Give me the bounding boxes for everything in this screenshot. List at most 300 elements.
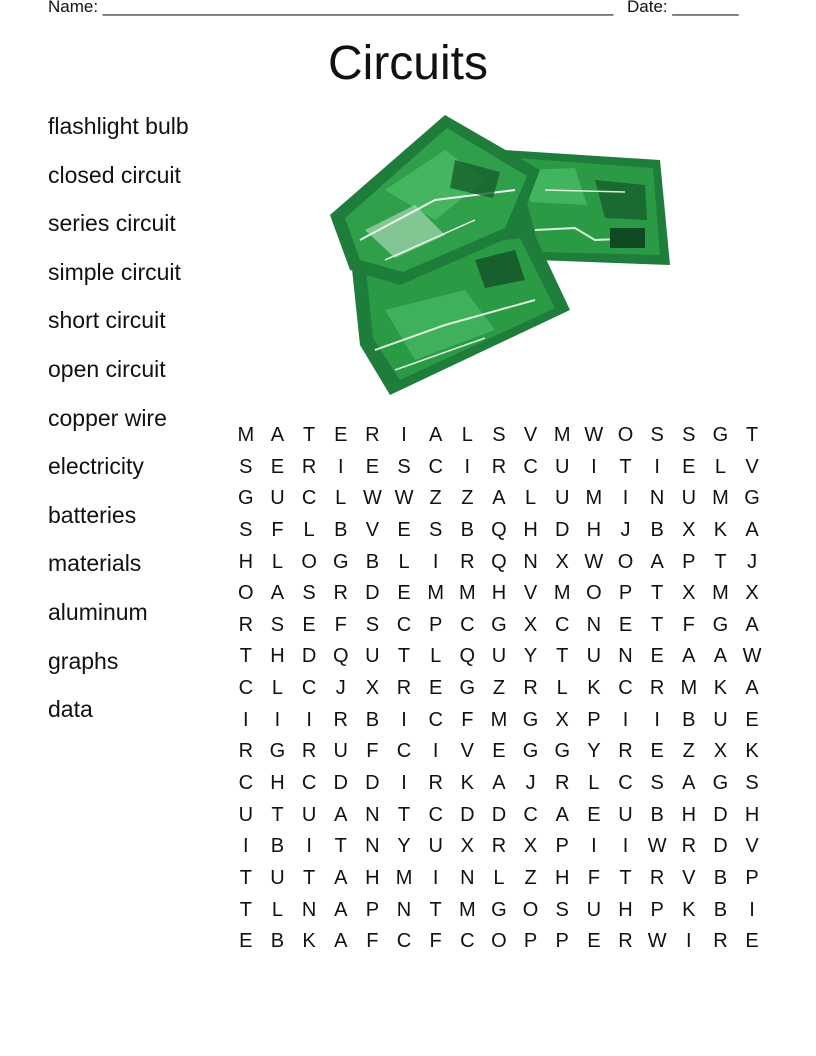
grid-letter: C	[238, 772, 254, 795]
grid-letter: R	[713, 930, 728, 953]
grid-letter: Z	[492, 677, 506, 700]
grid-letter: N	[460, 866, 475, 889]
grid-letter: P	[682, 550, 696, 573]
grid-letter: L	[271, 677, 284, 700]
date-field-label: Date: _______	[627, 0, 739, 16]
grid-letter: R	[555, 772, 570, 795]
grid-letter: F	[366, 740, 379, 763]
grid-letter: E	[650, 645, 664, 668]
grid-letter: B	[650, 518, 664, 541]
grid-letter: R	[618, 930, 633, 953]
grid-letter: A	[334, 803, 348, 826]
grid-letter: D	[713, 835, 728, 858]
grid-letter: X	[523, 613, 538, 636]
word-list-item: simple circuit	[48, 258, 181, 285]
grid-letter: T	[397, 803, 411, 826]
word-list	[48, 110, 189, 742]
grid-letter: M	[680, 677, 698, 700]
grid-letter: U	[586, 645, 602, 668]
grid-row	[230, 863, 768, 895]
grid-letter: K	[302, 930, 316, 953]
grid-letter: A	[682, 645, 696, 668]
grid-letter: R	[428, 772, 443, 795]
grid-letter: G	[459, 677, 476, 700]
grid-letter: S	[745, 772, 759, 795]
grid-letter: P	[555, 835, 569, 858]
grid-letter: L	[398, 550, 410, 573]
grid-letter: S	[650, 424, 664, 446]
grid-letter: M	[712, 487, 729, 510]
letter-grid	[230, 420, 768, 958]
grid-letter: B	[713, 866, 728, 889]
grid-letter: C	[396, 740, 412, 763]
grid-row	[230, 926, 768, 958]
grid-letter: Q	[332, 645, 349, 668]
grid-letter: O	[301, 550, 317, 573]
grid-letter: I	[654, 455, 660, 478]
grid-letter: G	[269, 740, 286, 763]
grid-letter: K	[713, 677, 728, 700]
grid-letter: Z	[524, 866, 537, 889]
grid-letter: R	[333, 708, 348, 731]
grid-letter: H	[618, 898, 633, 921]
grid-letter: O	[238, 582, 254, 605]
grid-letter: L	[461, 424, 473, 446]
grid-row	[230, 736, 768, 768]
grid-row	[230, 515, 768, 547]
grid-letter: U	[238, 803, 254, 826]
grid-letter: Z	[682, 740, 695, 763]
grid-letter: T	[302, 866, 316, 889]
grid-letter: D	[333, 772, 348, 795]
grid-row	[230, 420, 768, 452]
grid-letter: U	[555, 487, 570, 510]
grid-letter: S	[555, 898, 569, 921]
grid-letter: A	[334, 898, 348, 921]
word-list-item: open circuit	[48, 355, 166, 382]
grid-letter: U	[491, 645, 507, 668]
grid-letter: T	[239, 866, 252, 889]
grid-letter: G	[554, 740, 570, 763]
grid-letter: W	[742, 645, 762, 668]
grid-letter: T	[619, 866, 632, 889]
grid-letter: D	[460, 803, 475, 826]
grid-letter: U	[270, 866, 285, 889]
grid-letter: S	[270, 613, 285, 636]
grid-letter: A	[650, 550, 664, 573]
grid-letter: W	[394, 487, 414, 510]
grid-letter: J	[620, 518, 631, 541]
grid-letter: D	[713, 803, 728, 826]
grid-letter: C	[396, 930, 412, 953]
grid-row	[230, 673, 768, 705]
grid-letter: U	[618, 803, 633, 826]
grid-letter: L	[271, 898, 284, 921]
grid-letter: N	[618, 645, 633, 668]
grid-letter: L	[430, 645, 442, 668]
header	[48, 0, 739, 17]
grid-letter: E	[745, 930, 759, 953]
word-list-item: graphs	[48, 647, 119, 674]
grid-letter: X	[523, 835, 538, 858]
grid-letter: X	[682, 518, 696, 541]
grid-letter: V	[365, 518, 380, 541]
grid-letter: Y	[397, 835, 411, 858]
word-list-item: series circuit	[48, 210, 176, 237]
grid-letter: B	[460, 518, 474, 541]
grid-letter: E	[618, 613, 633, 636]
grid-letter: L	[271, 550, 284, 573]
grid-letter: F	[366, 930, 379, 953]
word-list-item: materials	[48, 550, 142, 577]
grid-letter: Y	[523, 645, 538, 668]
grid-letter: R	[301, 740, 317, 763]
grid-letter: D	[491, 803, 507, 826]
circuit-board-icon	[325, 110, 675, 400]
grid-letter: V	[523, 582, 538, 605]
grid-letter: C	[460, 930, 475, 953]
grid-letter: N	[396, 898, 412, 921]
grid-row	[230, 895, 768, 927]
grid-letter: H	[238, 550, 254, 573]
grid-letter: L	[525, 487, 537, 510]
grid-letter: H	[491, 582, 507, 605]
grid-letter: F	[271, 518, 284, 541]
grid-letter: D	[555, 518, 570, 541]
grid-letter: L	[556, 677, 568, 700]
grid-letter: F	[429, 930, 442, 953]
grid-letter: R	[301, 455, 317, 478]
grid-letter: B	[334, 518, 348, 541]
grid-letter: C	[428, 708, 443, 731]
grid-letter: A	[713, 645, 728, 668]
name-field-label: Name: ______________________________________________________	[48, 0, 614, 16]
grid-letter: C	[618, 677, 633, 700]
grid-letter: F	[682, 613, 695, 636]
grid-letter: O	[586, 582, 602, 605]
grid-letter: F	[461, 708, 474, 731]
grid-letter: R	[491, 455, 507, 478]
grid-letter: G	[491, 613, 507, 636]
grid-letter: V	[523, 424, 538, 446]
grid-letter: V	[745, 455, 759, 478]
grid-letter: V	[682, 866, 696, 889]
grid-row	[230, 578, 768, 610]
grid-letter: Y	[587, 740, 601, 763]
grid-letter: M	[427, 582, 444, 605]
grid-letter: C	[428, 455, 443, 478]
grid-letter: I	[591, 835, 597, 858]
grid-letter: V	[460, 740, 474, 763]
grid-letter: L	[303, 518, 315, 541]
grid-letter: A	[745, 677, 759, 700]
grid-letter: C	[301, 677, 317, 700]
grid-letter: T	[397, 645, 411, 668]
grid-letter: I	[654, 708, 660, 731]
grid-letter: R	[523, 677, 538, 700]
grid-letter: M	[585, 487, 603, 510]
page-title: Circuits	[327, 37, 488, 90]
grid-letter: E	[492, 740, 506, 763]
grid-letter: E	[239, 930, 253, 953]
grid-letter: T	[745, 424, 759, 446]
grid-row	[230, 547, 768, 579]
word-list-item: flashlight bulb	[48, 113, 189, 139]
grid-letter: K	[745, 740, 759, 763]
grid-letter: T	[271, 803, 284, 826]
grid-letter: T	[429, 898, 442, 921]
grid-letter: X	[682, 582, 696, 605]
grid-row	[230, 452, 768, 484]
grid-row	[230, 705, 768, 737]
grid-letter: J	[747, 550, 758, 573]
grid-letter: P	[428, 613, 443, 636]
grid-letter: B	[365, 708, 380, 731]
grid-letter: S	[397, 455, 411, 478]
grid-letter: S	[682, 424, 696, 446]
grid-letter: E	[650, 740, 664, 763]
grid-letter: U	[428, 835, 443, 858]
word-list-item: copper wire	[48, 404, 167, 431]
grid-letter: K	[587, 677, 601, 700]
grid-letter: M	[553, 424, 571, 446]
grid-letter: I	[622, 835, 629, 858]
grid-letter: I	[243, 835, 249, 858]
grid-letter: K	[682, 898, 696, 921]
grid-letter: A	[745, 613, 759, 636]
grid-letter: L	[493, 866, 505, 889]
grid-letter: I	[464, 455, 471, 478]
word-list-item: aluminum	[48, 598, 148, 625]
grid-letter: J	[525, 772, 536, 795]
grid-letter: A	[745, 518, 759, 541]
grid-letter: R	[333, 582, 348, 605]
grid-letter: E	[365, 455, 380, 478]
grid-letter: V	[745, 835, 759, 858]
grid-letter: T	[334, 835, 347, 858]
grid-letter: I	[432, 550, 439, 573]
grid-letter: P	[587, 708, 601, 731]
grid-letter: E	[302, 613, 316, 636]
grid-letter: I	[401, 772, 407, 795]
grid-letter: E	[587, 930, 601, 953]
grid-letter: M	[553, 582, 571, 605]
grid-letter: S	[365, 613, 380, 636]
grid-letter: M	[237, 424, 255, 446]
grid-letter: A	[334, 930, 348, 953]
grid-letter: A	[270, 424, 285, 446]
grid-row	[230, 800, 768, 832]
grid-letter: G	[238, 487, 254, 510]
grid-letter: A	[428, 424, 443, 446]
grid-letter: E	[397, 518, 411, 541]
grid-letter: I	[306, 835, 312, 858]
grid-letter: H	[681, 803, 697, 826]
grid-letter: I	[622, 487, 629, 510]
grid-letter: G	[744, 487, 760, 510]
grid-letter: R	[396, 677, 412, 700]
grid-letter: T	[714, 550, 727, 573]
word-list-item: short circuit	[48, 307, 166, 334]
grid-letter: C	[301, 772, 317, 795]
grid-letter: I	[686, 930, 692, 953]
grid-letter: R	[649, 677, 665, 700]
grid-letter: S	[428, 518, 443, 541]
grid-letter: I	[306, 708, 312, 731]
grid-letter: S	[302, 582, 316, 605]
grid-letter: H	[365, 866, 380, 889]
grid-letter: P	[365, 898, 380, 921]
grid-letter: U	[555, 455, 570, 478]
grid-letter: S	[239, 518, 253, 541]
grid-letter: U	[586, 898, 602, 921]
grid-letter: U	[713, 708, 728, 731]
grid-letter: X	[745, 582, 759, 605]
grid-letter: W	[362, 487, 382, 510]
grid-letter: I	[401, 424, 407, 446]
grid-letter: A	[334, 866, 348, 889]
grid-letter: I	[337, 455, 344, 478]
grid-letter: A	[492, 772, 506, 795]
grid-letter: O	[617, 424, 634, 446]
grid-letter: D	[301, 645, 317, 668]
grid-letter: X	[713, 740, 728, 763]
grid-letter: L	[588, 772, 600, 795]
grid-letter: P	[650, 898, 664, 921]
grid-letter: I	[622, 708, 629, 731]
grid-letter: M	[458, 898, 476, 921]
grid-letter: L	[335, 487, 347, 510]
grid-letter: I	[243, 708, 249, 731]
grid-letter: Z	[429, 487, 442, 510]
word-list-item: electricity	[48, 453, 144, 480]
grid-row	[230, 768, 768, 800]
grid-letter: U	[681, 487, 697, 510]
grid-letter: B	[713, 898, 728, 921]
grid-letter: B	[682, 708, 696, 731]
grid-letter: E	[428, 677, 443, 700]
grid-letter: O	[491, 930, 507, 953]
grid-row	[230, 610, 768, 642]
grid-letter: T	[619, 455, 632, 478]
grid-letter: A	[270, 582, 285, 605]
grid-letter: X	[555, 708, 569, 731]
grid-letter: C	[523, 455, 538, 478]
grid-letter: T	[651, 582, 664, 605]
grid-letter: C	[618, 772, 633, 795]
grid-letter: C	[555, 613, 570, 636]
grid-letter: K	[460, 772, 474, 795]
grid-letter: K	[713, 518, 728, 541]
grid-letter: I	[274, 708, 281, 731]
word-list-item: closed circuit	[48, 161, 181, 188]
grid-letter: N	[365, 835, 380, 858]
grid-letter: X	[365, 677, 380, 700]
grid-letter: E	[745, 708, 759, 731]
grid-letter: R	[649, 866, 665, 889]
grid-letter: C	[301, 487, 317, 510]
grid-letter: R	[238, 740, 254, 763]
grid-letter: Q	[491, 550, 507, 573]
grid-letter: E	[334, 424, 348, 446]
grid-letter: U	[365, 645, 380, 668]
grid-letter: C	[460, 613, 475, 636]
grid-letter: N	[523, 550, 538, 573]
grid-letter: X	[555, 550, 569, 573]
grid-letter: G	[522, 708, 539, 731]
grid-letter: M	[458, 582, 476, 605]
grid-letter: F	[334, 613, 347, 636]
grid-letter: Z	[461, 487, 474, 510]
grid-letter: O	[617, 550, 634, 573]
grid-letter: A	[555, 803, 569, 826]
grid-letter: C	[238, 677, 254, 700]
grid-letter: N	[649, 487, 665, 510]
grid-letter: H	[270, 645, 285, 668]
grid-letter: H	[586, 518, 602, 541]
grid-letter: P	[555, 930, 569, 953]
grid-letter: D	[365, 582, 380, 605]
grid-letter: M	[490, 708, 508, 731]
grid-letter: S	[239, 455, 253, 478]
grid-letter: B	[270, 930, 285, 953]
grid-letter: T	[239, 898, 252, 921]
grid-letter: J	[335, 677, 346, 700]
grid-letter: B	[270, 835, 285, 858]
grid-letter: F	[587, 866, 600, 889]
grid-letter: D	[365, 772, 380, 795]
grid-letter: G	[491, 898, 507, 921]
word-list-item: batteries	[48, 501, 137, 528]
grid-letter: X	[460, 835, 474, 858]
grid-letter: S	[492, 424, 506, 446]
grid-row	[230, 641, 768, 673]
grid-letter: E	[587, 803, 601, 826]
grid-letter: T	[239, 645, 252, 668]
grid-letter: I	[432, 740, 439, 763]
grid-letter: G	[332, 550, 349, 573]
grid-letter: E	[397, 582, 411, 605]
grid-letter: R	[618, 740, 633, 763]
grid-letter: G	[712, 613, 729, 636]
grid-letter: R	[460, 550, 475, 573]
grid-letter: Q	[459, 645, 476, 668]
grid-letter: I	[432, 866, 439, 889]
grid-letter: T	[302, 424, 316, 446]
grid-letter: I	[749, 898, 755, 921]
grid-letter: R	[238, 613, 254, 636]
grid-row	[230, 831, 768, 863]
grid-letter: A	[492, 487, 506, 510]
grid-letter: U	[301, 803, 317, 826]
grid-letter: R	[681, 835, 697, 858]
grid-letter: M	[712, 582, 729, 605]
grid-letter: U	[333, 740, 348, 763]
grid-letter: P	[618, 582, 633, 605]
grid-letter: A	[682, 772, 696, 795]
grid-letter: R	[365, 424, 380, 446]
grid-letter: G	[712, 424, 729, 446]
grid-letter: P	[745, 866, 759, 889]
grid-row	[230, 483, 768, 515]
grid-letter: B	[365, 550, 380, 573]
grid-letter: L	[714, 455, 726, 478]
grid-letter: O	[522, 898, 539, 921]
grid-letter: W	[584, 550, 604, 573]
grid-letter: I	[591, 455, 597, 478]
grid-letter: E	[682, 455, 696, 478]
grid-letter: W	[647, 835, 667, 858]
